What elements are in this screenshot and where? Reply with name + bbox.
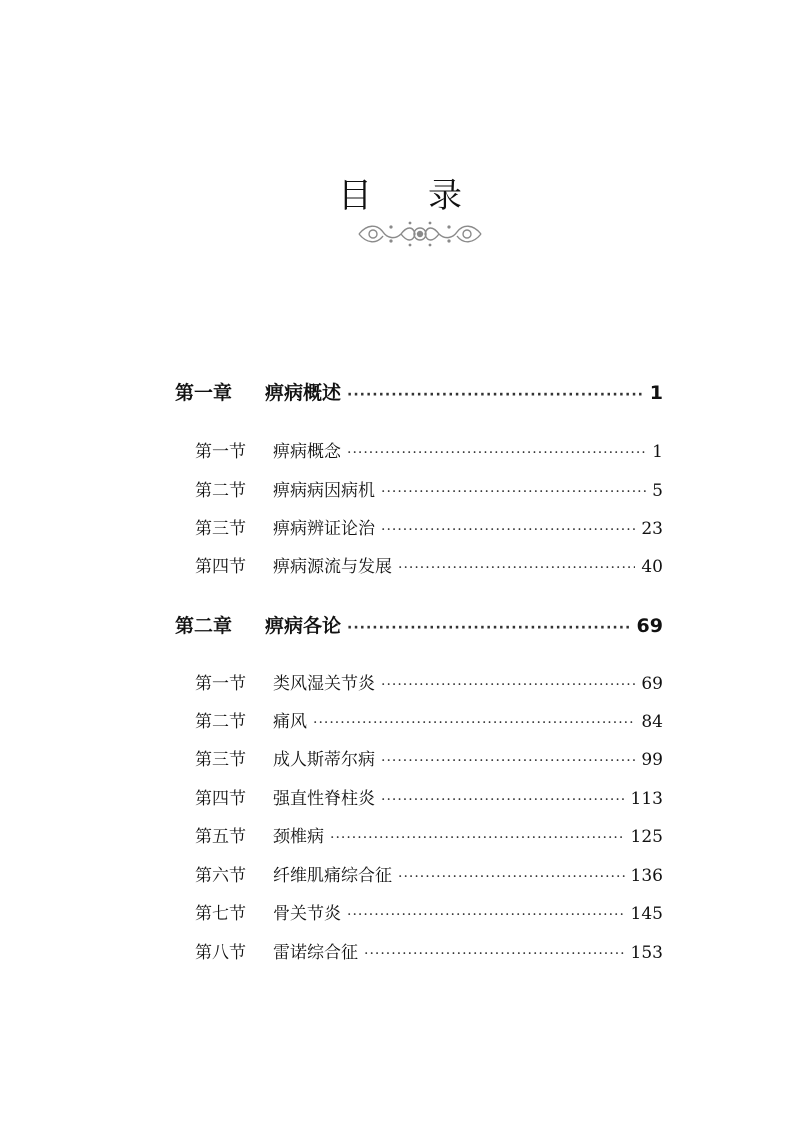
- section-title: 类风湿关节炎: [273, 674, 375, 694]
- toc-chapter-1[interactable]: [175, 378, 663, 406]
- section-title: 痹病辨证论治: [273, 519, 375, 539]
- section-number: 第一节: [195, 442, 246, 462]
- section-number: 第五节: [195, 827, 246, 847]
- section-number: 第二节: [195, 481, 246, 501]
- chapter-title: 痹病各论: [265, 615, 342, 637]
- dot-leader: [347, 907, 625, 923]
- section-page-number: 113: [630, 789, 663, 809]
- section-page-number: 69: [641, 674, 663, 694]
- toc-section-2-2[interactable]: [195, 707, 663, 735]
- dot-leader: [313, 715, 635, 731]
- toc-section-2-6[interactable]: [195, 861, 663, 889]
- chapter-page-number: 1: [649, 382, 663, 404]
- toc-section-2-1[interactable]: [195, 669, 663, 697]
- chapter-page-number: 69: [636, 615, 663, 637]
- section-number: 第二节: [195, 712, 246, 732]
- section-number: 第六节: [195, 866, 246, 886]
- page-title-char-2: 录: [428, 176, 462, 216]
- toc-section-1-4[interactable]: [195, 552, 663, 580]
- dot-leader: [398, 869, 625, 885]
- dot-leader: [381, 677, 635, 693]
- section-title: 痹病源流与发展: [273, 557, 392, 577]
- section-title: 成人斯蒂尔病: [273, 750, 375, 770]
- section-page-number: 84: [641, 712, 663, 732]
- dot-leader: [347, 620, 631, 636]
- section-page-number: 99: [641, 750, 663, 770]
- section-page-number: 125: [630, 827, 663, 847]
- section-page-number: 145: [630, 904, 663, 924]
- toc-section-2-5[interactable]: [195, 822, 663, 850]
- dot-leader: [381, 522, 635, 538]
- section-page-number: 5: [652, 481, 663, 501]
- chapter-number: 第一章: [175, 382, 233, 404]
- toc-section-1-3[interactable]: [195, 514, 663, 542]
- section-page-number: 23: [641, 519, 663, 539]
- section-title: 强直性脊柱炎: [273, 789, 375, 809]
- floral-ornament-icon: [355, 218, 485, 250]
- dot-leader: [330, 830, 625, 846]
- chapter-title: 痹病概述: [265, 382, 342, 404]
- section-page-number: 1: [652, 442, 663, 462]
- section-title: 骨关节炎: [273, 904, 341, 924]
- section-title: 痛风: [273, 712, 307, 732]
- dot-leader: [347, 387, 644, 403]
- section-title: 痹病概念: [273, 442, 341, 462]
- toc-section-2-7[interactable]: [195, 899, 663, 927]
- section-number: 第三节: [195, 750, 246, 770]
- dot-leader: [381, 753, 635, 769]
- section-number: 第四节: [195, 789, 246, 809]
- section-title: 颈椎病: [273, 827, 324, 847]
- section-page-number: 40: [641, 557, 663, 577]
- dot-leader: [364, 946, 625, 962]
- section-number: 第一节: [195, 674, 246, 694]
- section-number: 第七节: [195, 904, 246, 924]
- chapter-number: 第二章: [175, 615, 233, 637]
- dot-leader: [347, 445, 646, 461]
- dot-leader: [381, 484, 646, 500]
- toc-section-2-4[interactable]: [195, 784, 663, 812]
- dot-leader: [381, 792, 625, 808]
- section-page-number: 136: [630, 866, 663, 886]
- page-title: [0, 168, 800, 217]
- toc-section-1-1[interactable]: [195, 437, 663, 465]
- section-number: 第三节: [195, 519, 246, 539]
- section-title: 雷诺综合征: [273, 943, 358, 963]
- toc-chapter-2[interactable]: [175, 611, 663, 639]
- toc-section-1-2[interactable]: [195, 476, 663, 504]
- section-title: 痹病病因病机: [273, 481, 375, 501]
- toc-section-2-3[interactable]: [195, 745, 663, 773]
- section-number: 第八节: [195, 943, 246, 963]
- dot-leader: [398, 560, 635, 576]
- section-number: 第四节: [195, 557, 246, 577]
- section-page-number: 153: [630, 943, 663, 963]
- toc-section-2-8[interactable]: [195, 938, 663, 966]
- page-title-char-1: 目: [338, 176, 372, 216]
- section-title: 纤维肌痛综合征: [273, 866, 392, 886]
